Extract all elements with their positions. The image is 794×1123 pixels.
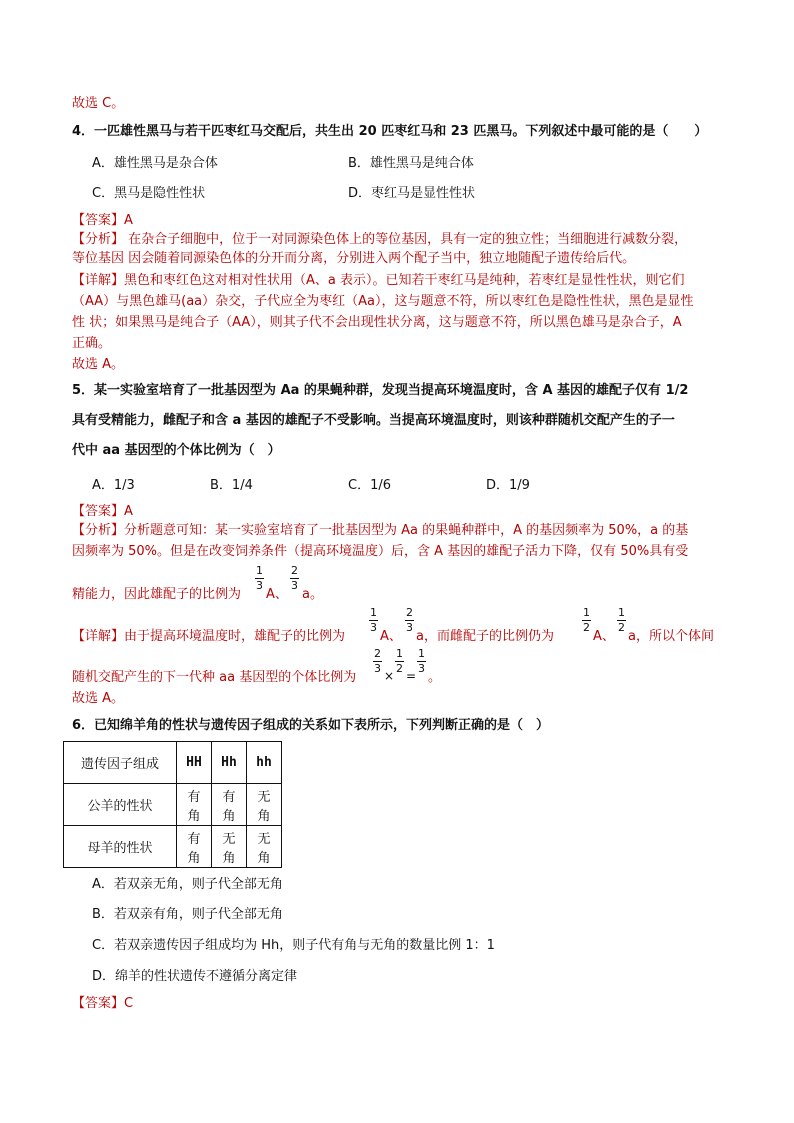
table-row bbox=[64, 826, 282, 868]
denominator: 3 bbox=[256, 579, 263, 592]
table-cell: 有角 bbox=[177, 826, 212, 868]
fraction-one-third bbox=[417, 648, 426, 675]
table-cell: 无角 bbox=[212, 826, 247, 868]
q4-detail-line-4: 正确。 bbox=[72, 336, 112, 351]
table-cell: 公羊的性状 bbox=[64, 784, 177, 826]
numerator: 1 bbox=[396, 647, 403, 660]
question-5-stem-line-3: 代中 aa 基因型的个体比例为（ ） bbox=[72, 443, 281, 458]
q5-option-d: D．1/9 bbox=[486, 478, 530, 493]
q4-option-d: D．枣红马是显性性状 bbox=[348, 186, 476, 201]
numerator: 2 bbox=[406, 606, 413, 619]
q5-detail-line-2-text: 随机交配产生的下一代种 aa 基因型的个体比例为 bbox=[72, 670, 357, 685]
fraction-two-thirds bbox=[405, 607, 414, 634]
numerator: 1 bbox=[583, 606, 590, 619]
q5-analysis-line-3-a: A、 bbox=[266, 587, 288, 602]
q4-detail-line-1: 【详解】黑色和枣红色这对相对性状用（A、a 表示）。已知若干枣红马是纯种，若枣红是显性性状，则它们 bbox=[72, 273, 685, 288]
fraction-one-third bbox=[255, 565, 264, 592]
q4-analysis-line-2: 等位基因 因会随着同源染色体的分开而分离，分别进入两个配子当中，独立地随配子遗传给后代。 bbox=[72, 251, 636, 266]
fraction-one-half bbox=[582, 607, 591, 634]
numerator: 1 bbox=[370, 606, 377, 619]
table-row bbox=[64, 784, 282, 826]
table-cell: 无角 bbox=[247, 826, 282, 868]
denominator: 3 bbox=[418, 662, 425, 675]
question-6-stem: 6．已知绵羊角的性状与遗传因子组成的关系如下表所示，下列判断正确的是（ ） bbox=[72, 718, 550, 733]
denominator: 3 bbox=[374, 662, 381, 675]
genotype-trait-table bbox=[63, 741, 282, 868]
q5-analysis-line-3-text: 精能力，因此雄配子的比例为 bbox=[72, 587, 242, 602]
question-5-stem-line-2: 具有受精能力，雌配子和含 a 基因的雄配子不受影响。当提高环境温度时，则该种群随机交配产生的子一 bbox=[72, 413, 675, 428]
fraction-one-third bbox=[369, 607, 378, 634]
q6-answer: 【答案】C bbox=[72, 996, 134, 1011]
q4-detail-line-2: （AA）与黑色雄马(aa）杂交，子代应全为枣红（Aa），这与题意不符，所以枣红色是隐性性状，黑色是显性 bbox=[72, 294, 694, 309]
q4-answer: 【答案】A bbox=[72, 213, 133, 228]
denominator: 2 bbox=[583, 621, 590, 634]
q5-detail-line-1-d: a，所以个体间 bbox=[628, 629, 714, 644]
numerator: 1 bbox=[418, 647, 425, 660]
denominator: 2 bbox=[618, 621, 625, 634]
q6-option-d: D．绵羊的性状遗传不遵循分离定律 bbox=[92, 969, 298, 984]
q5-answer: 【答案】A bbox=[72, 504, 133, 519]
table-cell: 无角 bbox=[247, 784, 282, 826]
q5-analysis-line-3-b: a。 bbox=[302, 587, 323, 602]
q5-detail-line-2-end: 。 bbox=[428, 670, 442, 685]
numerator: 2 bbox=[374, 647, 381, 660]
q3-conclusion: 故选 C。 bbox=[72, 96, 125, 111]
numerator: 1 bbox=[618, 606, 625, 619]
table-cell: 有角 bbox=[212, 784, 247, 826]
fraction-two-thirds bbox=[373, 648, 382, 675]
table-header-cell: 遗传因子组成 bbox=[64, 742, 177, 784]
denominator: 3 bbox=[406, 621, 413, 634]
q4-conclusion: 故选 A。 bbox=[72, 357, 125, 372]
table-header-row bbox=[64, 742, 282, 784]
denominator: 3 bbox=[291, 579, 298, 592]
q4-option-a: A．雄性黑马是杂合体 bbox=[92, 156, 218, 171]
q6-option-c: C．若双亲遗传因子组成均为 Hh，则子代有角与无角的数量比例 1：1 bbox=[92, 938, 495, 953]
denominator: 3 bbox=[370, 621, 377, 634]
table-cell: 母羊的性状 bbox=[64, 826, 177, 868]
q4-option-b: B．雄性黑马是纯合体 bbox=[348, 156, 474, 171]
question-5-stem-line-1: 5．某一实验室培育了一批基因型为 Aa 的果蝇种群，发现当提高环境温度时，含 A 基因的雄配子仅有 1/2 bbox=[72, 383, 689, 398]
q4-detail-line-3: 性 状；如果黑马是纯合子（AA），则其子代不会出现性状分离，这与题意不符，所以黑色雄马是杂合子，A bbox=[72, 315, 682, 330]
fraction-one-half bbox=[617, 607, 626, 634]
q6-option-b: B．若双亲有角，则子代全部无角 bbox=[92, 907, 283, 922]
q5-analysis-line-2: 因频率为 50%。但是在改变饲养条件（提高环境温度）后，含 A 基因的雄配子活力下降，仅有 50%具有受 bbox=[72, 544, 689, 559]
table-header-cell: Hh bbox=[212, 742, 247, 784]
q4-option-c: C．黑马是隐性性状 bbox=[92, 186, 206, 201]
numerator: 2 bbox=[291, 564, 298, 577]
equals-sign: = bbox=[406, 669, 417, 683]
q5-conclusion: 故选 A。 bbox=[72, 691, 125, 706]
fraction-two-thirds bbox=[290, 565, 299, 592]
q5-detail-line-1-a: A、 bbox=[380, 629, 402, 644]
q4-analysis-line-1: 【分析】 在杂合子细胞中，位于一对同源染色体上的等位基因，具有一定的独立性；当细胞进行减数分裂， bbox=[72, 232, 688, 247]
table-cell: 有角 bbox=[177, 784, 212, 826]
q5-detail-line-1-text: 【详解】由于提高环境温度时，雄配子的比例为 bbox=[72, 629, 346, 644]
fraction-one-half bbox=[395, 648, 404, 675]
q5-option-a: A．1/3 bbox=[92, 478, 135, 493]
q5-detail-line-1-c: A、 bbox=[593, 629, 615, 644]
question-4-stem: 4．一匹雄性黑马与若干匹枣红马交配后，共生出 20 匹枣红马和 23 匹黑马。下列叙述中最可能的是（ ） bbox=[72, 124, 708, 139]
q5-detail-line-1-b: a，而雌配子的比例仍为 bbox=[416, 629, 554, 644]
times-sign: × bbox=[384, 669, 395, 683]
table-header-cell: hh bbox=[247, 742, 282, 784]
table-header-cell: HH bbox=[177, 742, 212, 784]
q5-analysis-line-1: 【分析】分析题意可知：某一实验室培育了一批基因型为 Aa 的果蝇种群中，A 的基因频率为 50%，a 的基 bbox=[72, 523, 689, 538]
q5-option-b: B．1/4 bbox=[210, 478, 253, 493]
q6-option-a: A．若双亲无角，则子代全部无角 bbox=[92, 877, 283, 892]
q5-option-c: C．1/6 bbox=[348, 478, 391, 493]
denominator: 2 bbox=[396, 662, 403, 675]
numerator: 1 bbox=[256, 564, 263, 577]
